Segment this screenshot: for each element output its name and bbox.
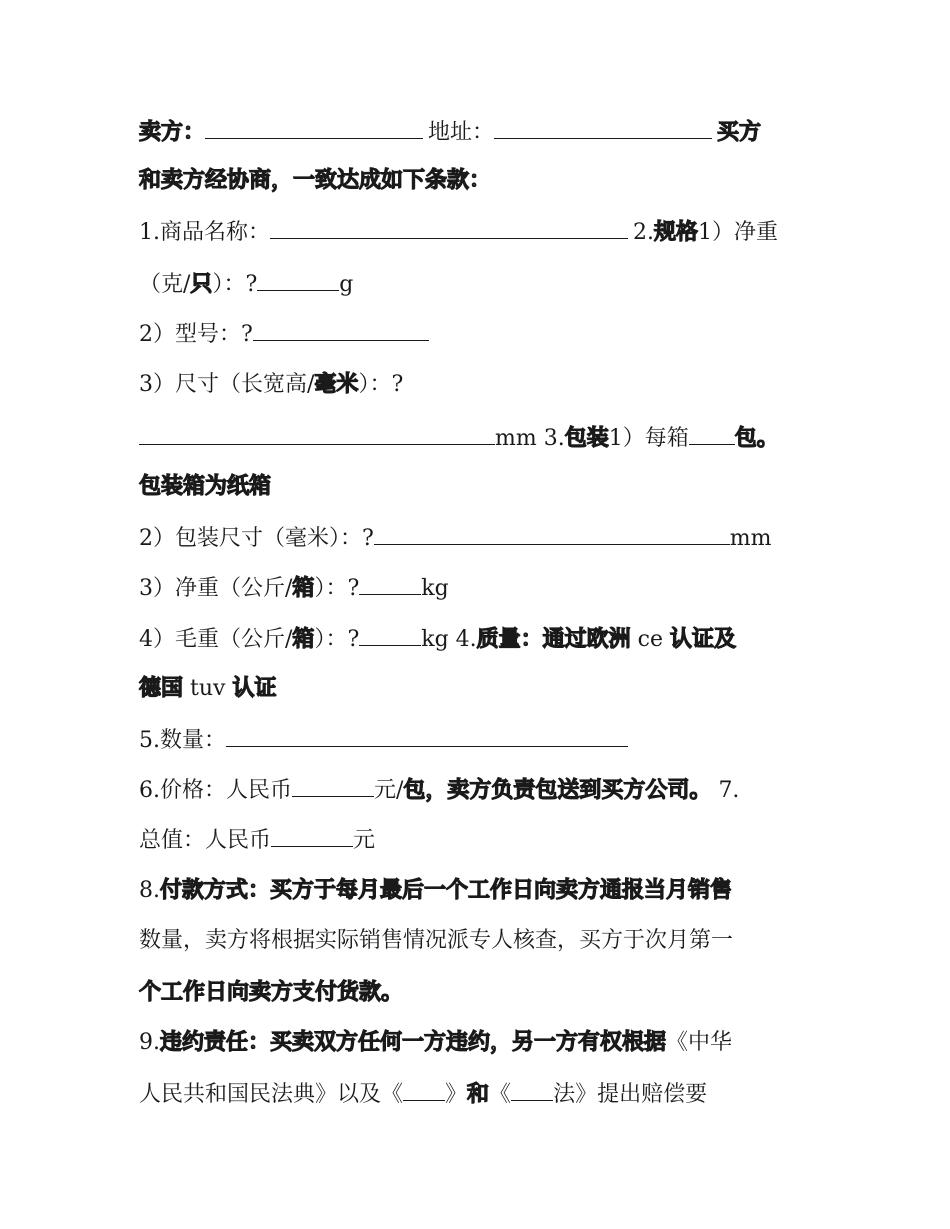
per-box-label: 1）每箱 <box>608 426 689 451</box>
pack-size-label: 2）包装尺寸（毫米）：? <box>139 526 374 551</box>
cert-text: 认证及 <box>670 627 737 652</box>
payment-number: 8. <box>139 878 160 903</box>
total-blank[interactable] <box>271 824 353 847</box>
size-line <box>139 370 819 400</box>
breach-line-1 <box>139 1028 819 1058</box>
germany-text: 德国 <box>139 676 184 701</box>
breach-text-2d: 《 <box>489 1082 512 1107</box>
tuv-text: tuv <box>190 676 226 701</box>
and-text: 和 <box>467 1082 490 1107</box>
price-label: 6.价格：人民币 <box>139 778 292 803</box>
box-gross-label-a: 4）毛重（公斤/ <box>139 627 293 652</box>
intro-text: 和卖方经协商，一致达成如下条款： <box>139 168 492 193</box>
box-gross-label-b: 箱 <box>292 627 315 652</box>
pack-size-unit: mm <box>729 526 772 551</box>
item-name-label: 1.商品名称： <box>139 220 270 245</box>
payment-line-1 <box>139 876 819 906</box>
law-blank-1[interactable] <box>403 1078 445 1101</box>
payment-text-1: 付款方式：买方于每月最后一个工作日向卖方通报当月销售 <box>160 878 733 903</box>
box-net-label-b: 箱 <box>292 576 315 601</box>
net-weight-unit-a: （克/ <box>139 272 191 297</box>
box-net-line <box>139 572 819 604</box>
spec-label: 规格 <box>654 220 699 245</box>
item-name-line <box>139 216 819 248</box>
price-line <box>139 774 819 806</box>
total-unit: 元 <box>353 828 376 853</box>
seller-line <box>139 116 819 148</box>
size-blank[interactable] <box>139 422 495 445</box>
model-blank[interactable] <box>253 318 429 341</box>
breach-number: 9. <box>139 1030 160 1055</box>
breach-text-2a: 人民共和国民法典》以及《 <box>139 1082 404 1107</box>
size-label-c: ）：? <box>358 372 404 397</box>
intro-line <box>139 166 819 196</box>
quality-label: 质量：通过欧洲 <box>476 627 631 652</box>
breach-line-2 <box>139 1078 819 1110</box>
delivery-text: 包，卖方负责包送到买方公司。 <box>403 778 712 803</box>
breach-text-2e: 法》提出赔偿要 <box>553 1082 708 1107</box>
ce-text: ce <box>637 627 663 652</box>
box-gross-unit: kg 4. <box>421 627 477 652</box>
law-blank-2[interactable] <box>511 1078 553 1101</box>
net-weight-unit-c: ）：? <box>212 272 258 297</box>
quantity-label: 5.数量： <box>139 728 226 753</box>
box-gross-blank[interactable] <box>359 623 421 646</box>
quantity-blank[interactable] <box>226 724 628 747</box>
seller-blank[interactable] <box>205 116 423 139</box>
net-weight-blank[interactable] <box>257 268 339 291</box>
net-weight-line <box>139 268 819 300</box>
payment-line-2 <box>139 926 819 956</box>
per-box-blank[interactable] <box>689 422 735 445</box>
model-line <box>139 318 819 350</box>
payment-line-3 <box>139 978 819 1008</box>
box-net-blank[interactable] <box>359 572 421 595</box>
carton-line <box>139 472 819 502</box>
pack-size-line <box>139 522 819 554</box>
tuv-cert-text: 认证 <box>232 676 277 701</box>
size-blank-line <box>139 422 819 454</box>
price-unit: 元/ <box>374 778 404 803</box>
spec-number: 2. <box>633 220 654 245</box>
box-gross-label-c: ）：? <box>314 627 360 652</box>
breach-text-2b: 》 <box>445 1082 468 1107</box>
item-name-blank[interactable] <box>270 216 628 239</box>
box-net-label-a: 3）净重（公斤/ <box>139 576 293 601</box>
address-blank[interactable] <box>494 116 712 139</box>
total-number: 7. <box>718 778 740 803</box>
quantity-line <box>139 724 819 756</box>
net-weight-label: 1）净重 <box>698 220 779 245</box>
box-net-label-c: ）：? <box>314 576 360 601</box>
model-label: 2）型号：? <box>139 322 253 347</box>
payment-text-3: 个工作日向卖方支付货款。 <box>139 980 404 1005</box>
seller-label: 卖方： <box>139 120 206 145</box>
total-label: 总值：人民币 <box>139 828 272 853</box>
bag-unit: 包。 <box>734 426 779 451</box>
pack-size-blank[interactable] <box>374 522 730 545</box>
price-blank[interactable] <box>292 774 374 797</box>
net-weight-unit-g: g <box>339 272 354 297</box>
size-label-b: 毫米 <box>314 372 359 397</box>
tuv-line <box>139 674 819 704</box>
box-net-unit: kg <box>421 576 449 601</box>
box-gross-line <box>139 623 819 655</box>
packing-label: 包装 <box>564 426 609 451</box>
payment-text-2: 数量，卖方将根据实际销售情况派专人核查，买方于次月第一 <box>139 928 734 953</box>
size-unit: mm 3. <box>495 426 565 451</box>
size-label-a: 3）尺寸（长宽高/ <box>139 372 315 397</box>
breach-text-1: 违约责任：买卖双方任何一方违约，另一方有权根据 <box>160 1030 667 1055</box>
address-label: 地址： <box>428 120 495 145</box>
carton-text: 包装箱为纸箱 <box>139 474 272 499</box>
buyer-label: 买方 <box>717 120 762 145</box>
total-line <box>139 824 819 856</box>
breach-text-1b: 《中华 <box>666 1030 733 1055</box>
net-weight-unit-b: 只 <box>190 272 213 297</box>
